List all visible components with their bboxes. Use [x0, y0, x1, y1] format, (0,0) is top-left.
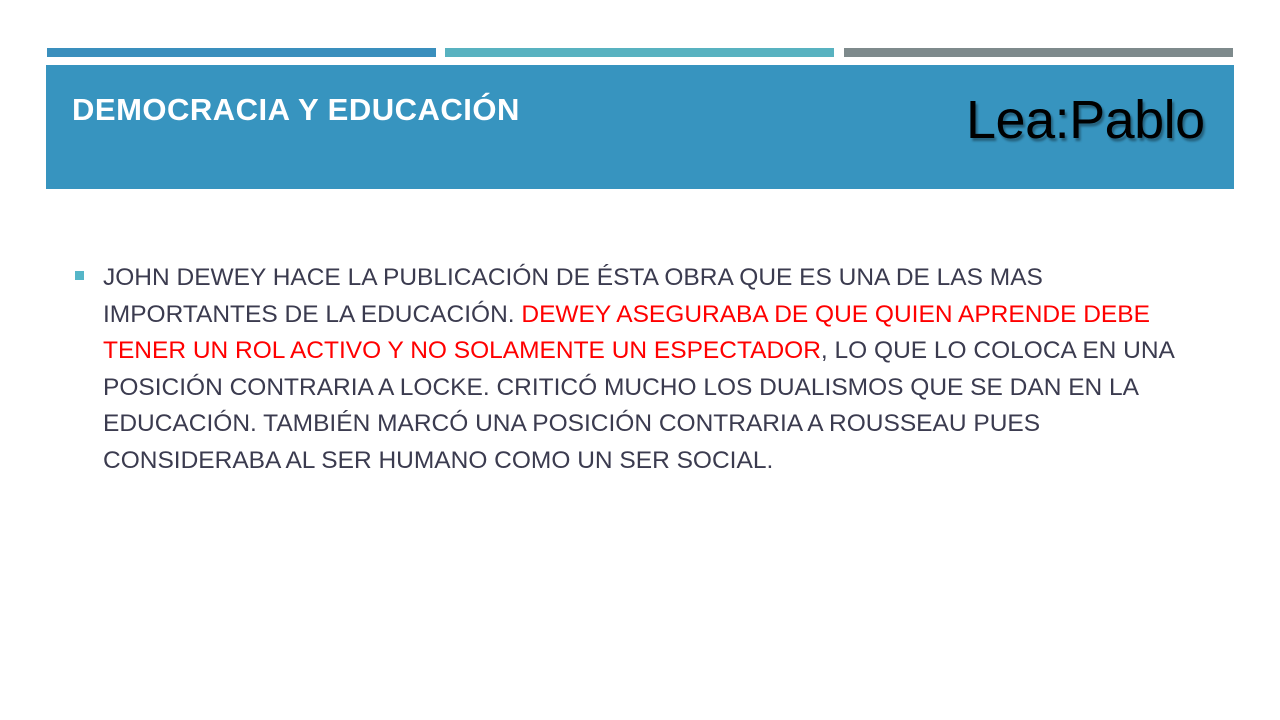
square-bullet-icon [75, 271, 84, 280]
accent-bar-blue [47, 48, 436, 57]
slide-content [70, 260, 1220, 480]
bullet-text [103, 260, 1220, 480]
text-segment: , LO QUE LO COLOCA EN UNA POSICIÓN CONTRARIA A LOCKE. CRITICÓ MUCHO LOS DUALISMOS QUE SE DAN EN LA EDUCACIÓN. TAMBIÉN MARCÓ UNA POSICIÓN CONTRARIA A ROUSSEAU PUES CONSIDERABA AL SER HUMANO COMO UN SER SOCIAL [103, 337, 1174, 474]
highlighted-text-segment: DEWEY ASEGURABA DE QUE QUIEN APRENDE DEBE TENER UN ROL ACTIVO Y NO SOLAMENTE UN ESPECTADOR [103, 300, 1150, 365]
accent-bar-gray [844, 48, 1233, 57]
text-segment: JOHN DEWEY HACE LA PUBLICACIÓN DE ÉSTA OBRA QUE ES UNA DE LAS MAS IMPORTANTES DE LA EDUCACIÓN. [103, 264, 1043, 328]
bullet-item [70, 260, 1220, 480]
slide-title: DEMOCRACIA Y EDUCACIÓN [72, 92, 520, 127]
accent-bar-teal [445, 48, 834, 57]
text-segment-period: . [766, 446, 774, 474]
reader-tag: Lea:Pablo [966, 90, 1205, 150]
